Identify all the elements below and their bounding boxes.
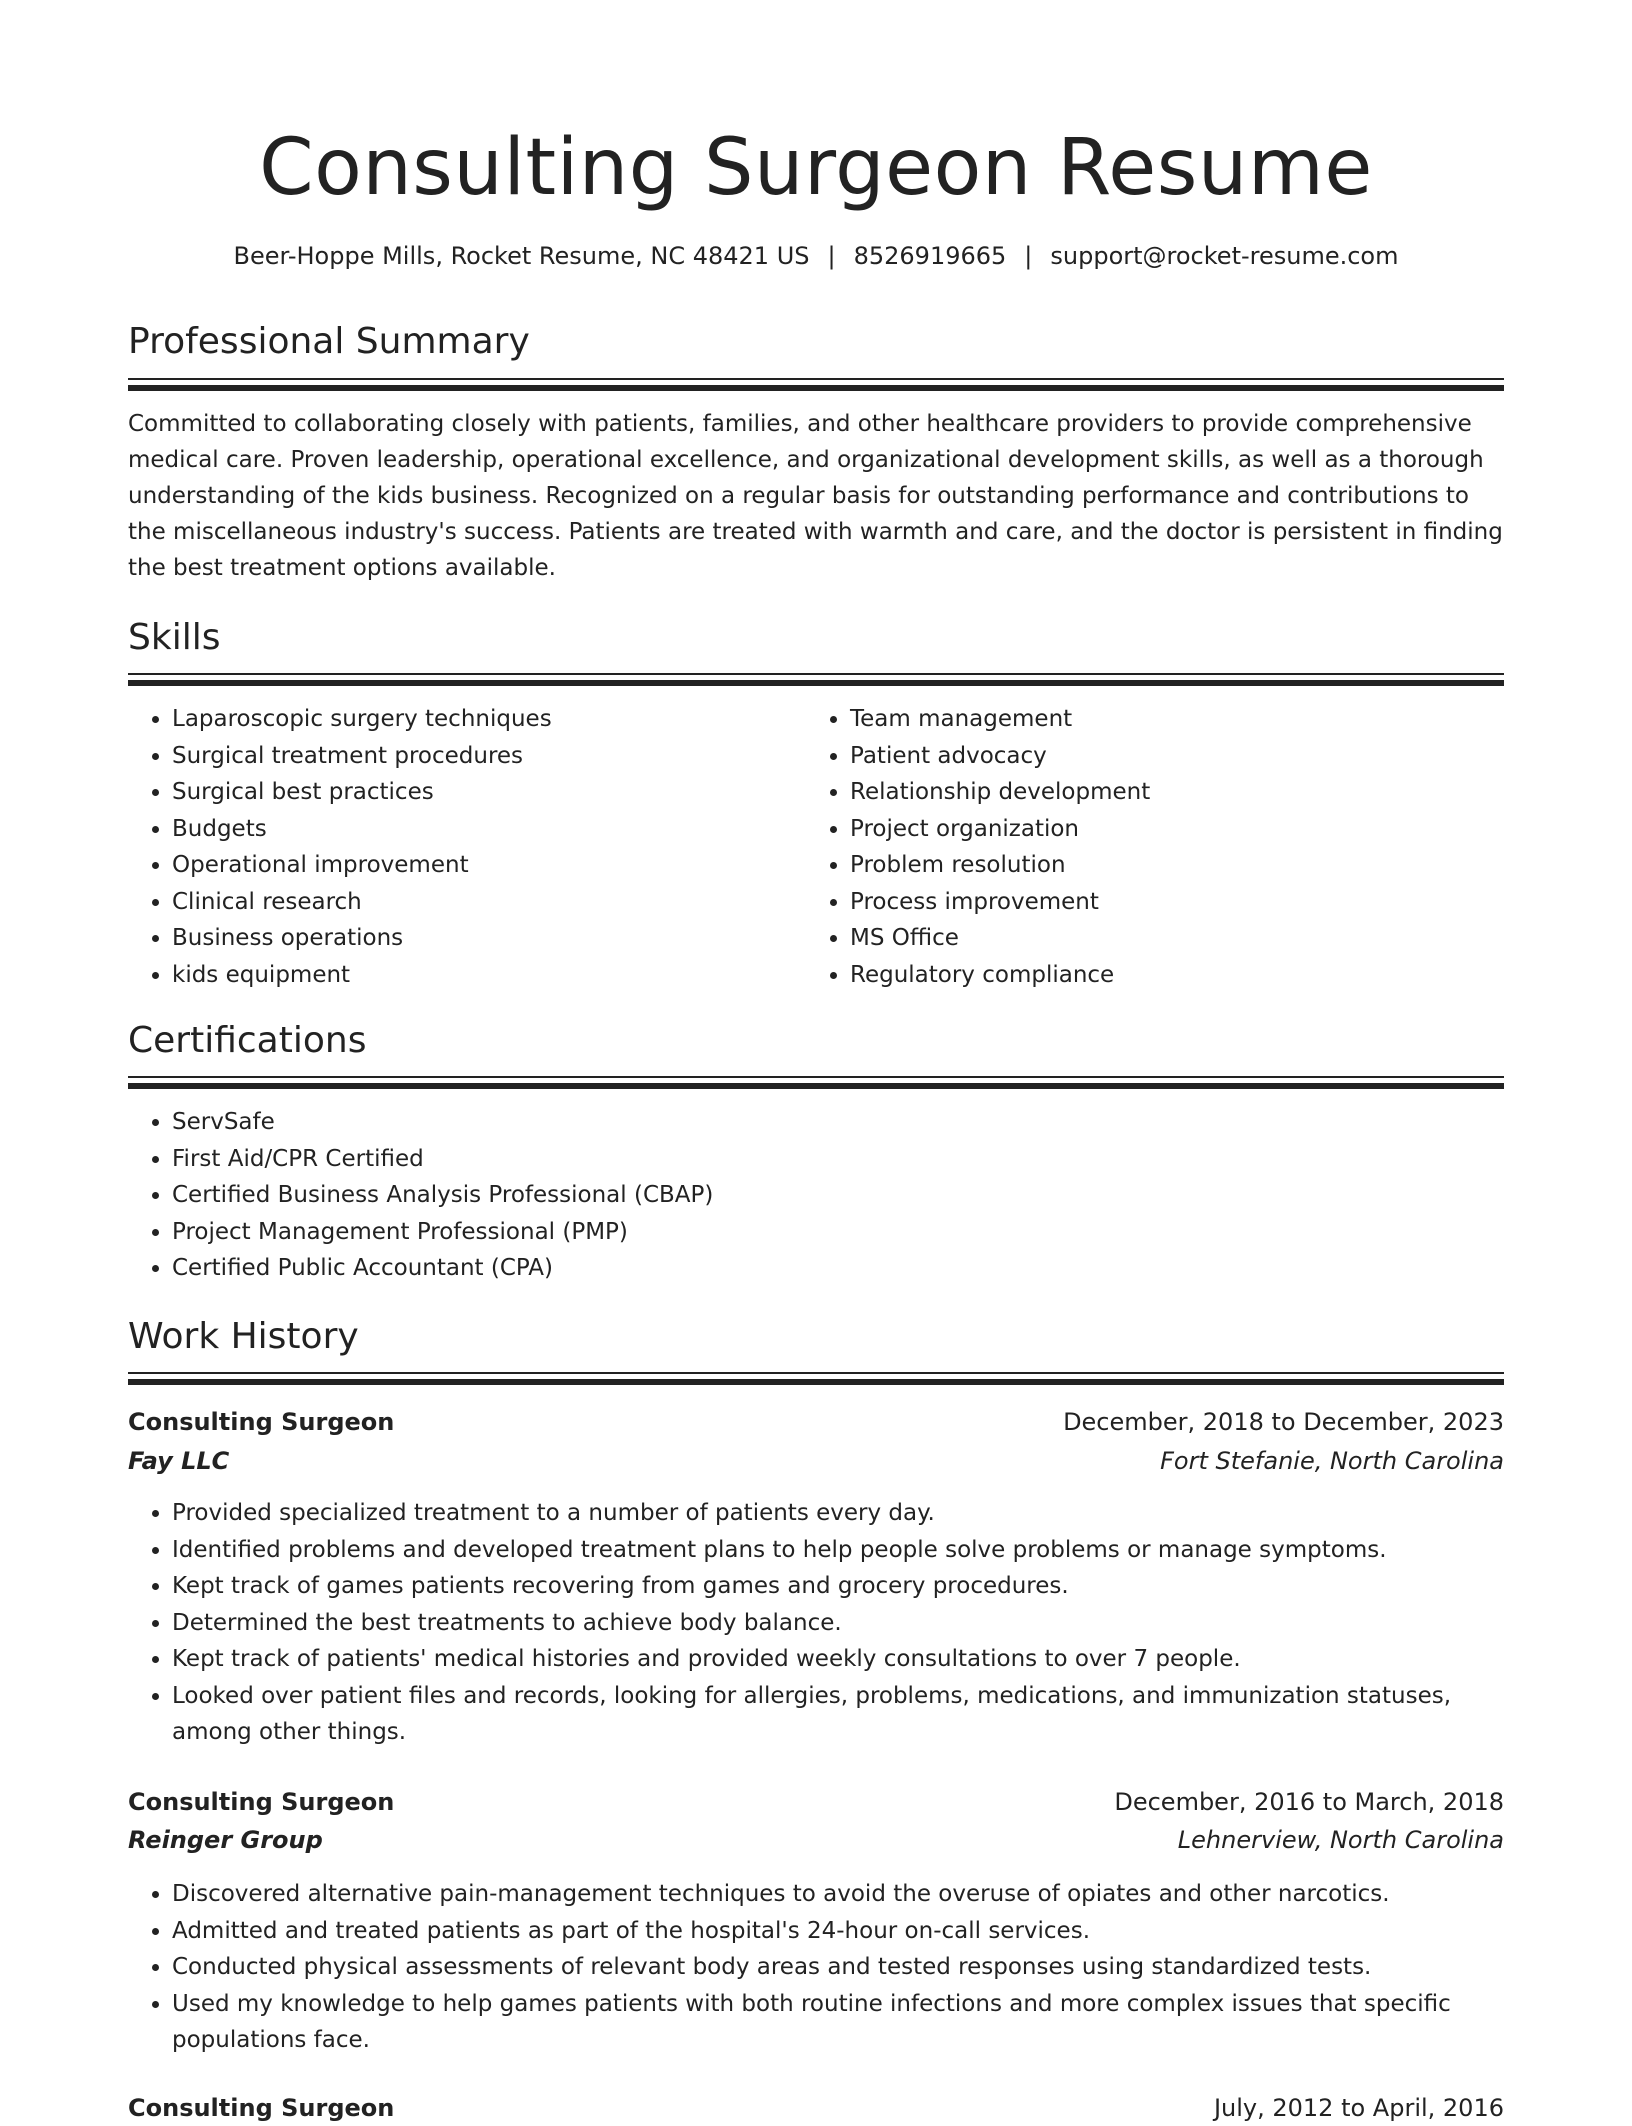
skill-item: • Surgical treatment procedures	[172, 738, 806, 775]
skill-item: • Business operations	[172, 920, 806, 957]
section-title-certifications: Certifications	[128, 1020, 367, 1061]
contact-separator: |	[1024, 242, 1033, 270]
job-duty-item: • Identified problems and developed treatment plans to help people solve problems or manage symptoms.	[172, 1532, 1504, 1569]
job-duties-list	[128, 1495, 1504, 1751]
job-title: Consulting Surgeon	[128, 1408, 395, 1436]
job-duty-item: • Admitted and treated patients as part of the hospital's 24-hour on-call services.	[172, 1913, 1504, 1950]
section-title-summary: Professional Summary	[128, 321, 530, 362]
certification-item: • Project Management Professional (PMP)	[172, 1214, 1504, 1251]
skills-list-right	[806, 701, 1504, 993]
job-duty-item: • Looked over patient files and records, looking for allergies, problems, medications, and immunization statuses, among other things.	[172, 1678, 1504, 1751]
job-duty-item: • Used my knowledge to help games patients with both routine infections and more complex issues that specific populations face.	[172, 1986, 1504, 2059]
certification-item: • Certified Public Accountant (CPA)	[172, 1250, 1504, 1287]
certification-item: • ServSafe	[172, 1104, 1504, 1141]
skill-item: • MS Office	[850, 920, 1504, 957]
job-dates: December, 2016 to March, 2018	[1114, 1788, 1504, 1816]
job-dates: July, 2012 to April, 2016	[1213, 2094, 1504, 2122]
skill-item: • Team management	[850, 701, 1504, 738]
skill-item: • Surgical best practices	[172, 774, 806, 811]
section-divider	[128, 1076, 1504, 1089]
job-duty-item: • Determined the best treatments to achieve body balance.	[172, 1605, 1504, 1642]
skill-item: • Patient advocacy	[850, 738, 1504, 775]
skill-item: • Project organization	[850, 811, 1504, 848]
skill-item: • Laparoscopic surgery techniques	[172, 701, 806, 738]
job-dates: December, 2018 to December, 2023	[1063, 1408, 1504, 1436]
contact-address: Beer-Hoppe Mills, Rocket Resume, NC 48421 US	[233, 242, 810, 270]
job-duty-item: • Kept track of patients' medical histories and provided weekly consultations to over 7 people.	[172, 1641, 1504, 1678]
section-divider	[128, 1372, 1504, 1385]
skills-list-left	[128, 701, 806, 993]
certification-item: • First Aid/CPR Certified	[172, 1141, 1504, 1178]
contact-line	[128, 238, 1504, 274]
section-title-work-history: Work History	[128, 1316, 359, 1357]
certification-item: • Certified Business Analysis Professional (CBAP)	[172, 1177, 1504, 1214]
job-duty-item: • Kept track of games patients recovering from games and grocery procedures.	[172, 1568, 1504, 1605]
job-duty-item: • Conducted physical assessments of relevant body areas and tested responses using standardized tests.	[172, 1949, 1504, 1986]
job-title: Consulting Surgeon	[128, 1788, 395, 1816]
section-divider	[128, 673, 1504, 686]
section-divider	[128, 378, 1504, 391]
skill-item: • Operational improvement	[172, 847, 806, 884]
contact-separator: |	[827, 242, 836, 270]
job-duties-list	[128, 1876, 1504, 2059]
contact-phone: 8526919665	[853, 242, 1007, 270]
skill-item: • Regulatory compliance	[850, 957, 1504, 994]
section-title-skills: Skills	[128, 617, 221, 658]
contact-email[interactable]: support@rocket-resume.com	[1050, 242, 1399, 270]
certifications-list	[128, 1104, 1504, 1287]
skill-item: • kids equipment	[172, 957, 806, 994]
skill-item: • Clinical research	[172, 884, 806, 921]
job-duty-item: • Discovered alternative pain-management techniques to avoid the overuse of opiates and other narcotics.	[172, 1876, 1504, 1913]
job-company: Reinger Group	[128, 1826, 323, 1854]
summary-text: Committed to collaborating closely with patients, families, and other healthcare providers to provide comprehensive medical care. Proven leadership, operational excellence, and organizational development skills, as well as a thorough understanding of the kids business. Recognized on a regular basis for outstanding performance and contributions to the miscellaneous industry's success. Patients are treated with warmth and care, and the doctor is persistent in finding the best treatment options available.	[128, 411, 1503, 581]
skill-item: • Process improvement	[850, 884, 1504, 921]
skill-item: • Budgets	[172, 811, 806, 848]
job-title: Consulting Surgeon	[128, 2094, 395, 2122]
job-location: Fort Stefanie, North Carolina	[1160, 1447, 1504, 1475]
resume-title: Consulting Surgeon Resume	[259, 123, 1373, 213]
job-company: Fay LLC	[128, 1447, 230, 1475]
skill-item: • Problem resolution	[850, 847, 1504, 884]
skill-item: • Relationship development	[850, 774, 1504, 811]
job-duty-item: • Provided specialized treatment to a number of patients every day.	[172, 1495, 1504, 1532]
job-location: Lehnerview, North Carolina	[1177, 1826, 1504, 1854]
